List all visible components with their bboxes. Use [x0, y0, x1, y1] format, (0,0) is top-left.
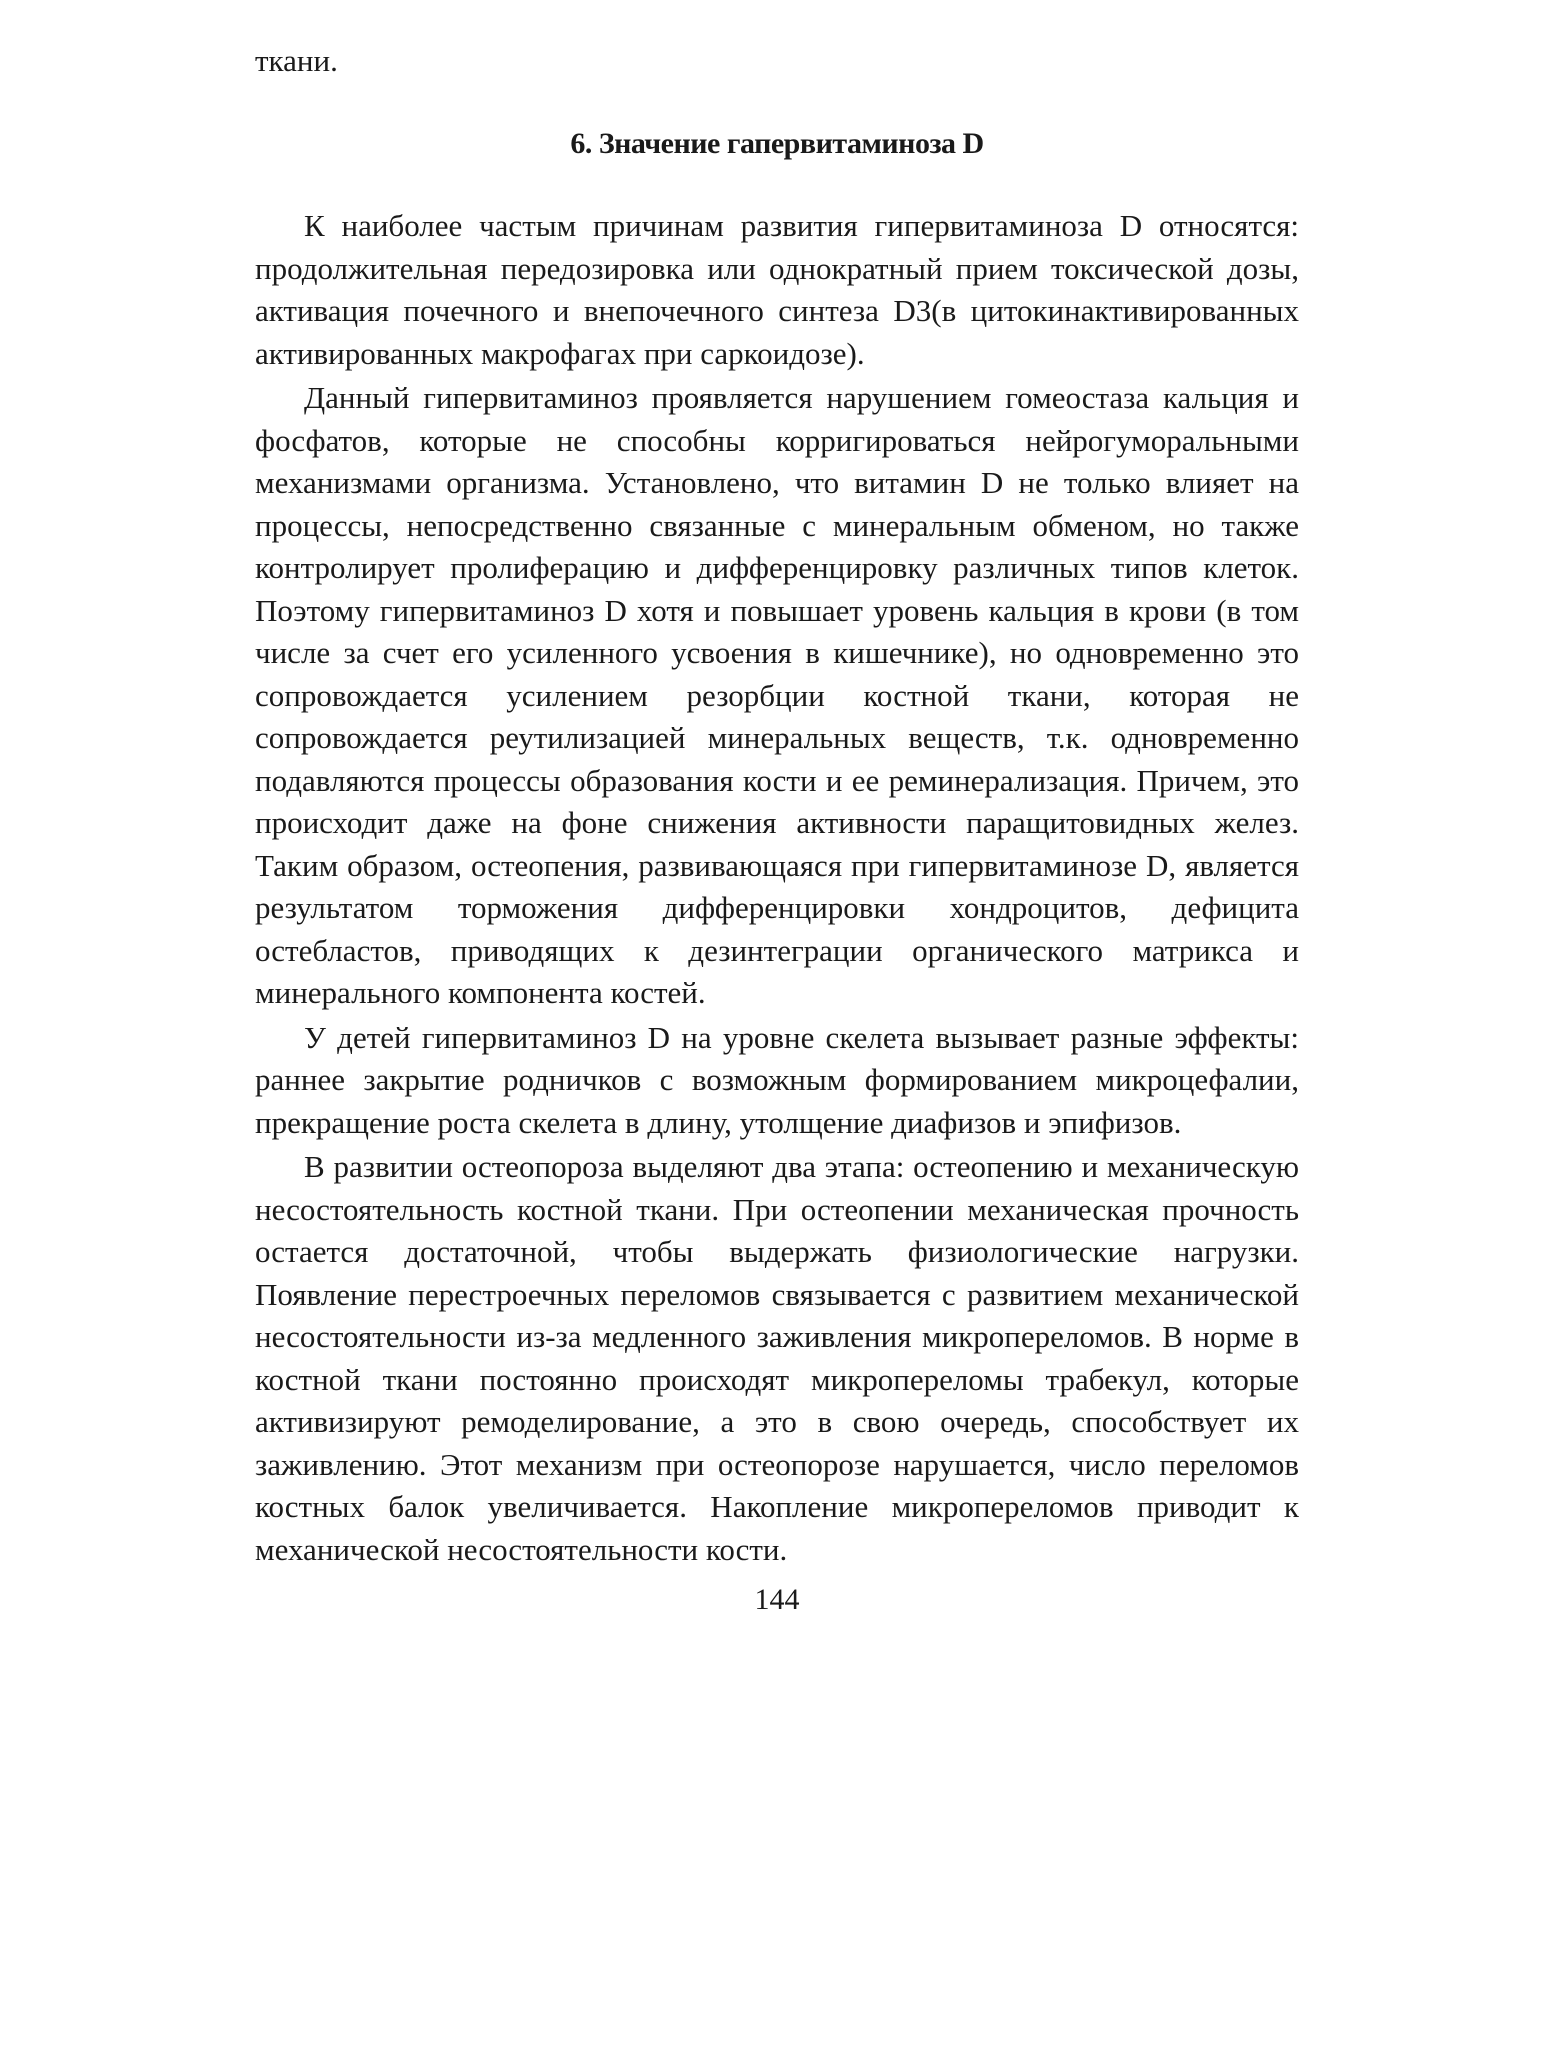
section-heading: 6. Значение гапервитаминоза D: [570, 126, 984, 160]
book-page: [255, 40, 1299, 1622]
paragraph-homeostasis: Данный гипервитаминоз проявляется нарушением гомеостаза кальция и фосфатов, которые не способны корригироваться нейрогуморальными механизмами организма. Установлено, что витамин D не только влияет на процессы, непосредственно связанные с минеральным обменом, но также контролирует пролиферацию и дифференцировку различных типов клеток. Поэтому гипервитаминоз D хотя и повышает уровень кальция в крови (в том числе за счет его усиленного усвоения в кишечнике), но одновременно это сопровождается усилением резорбции костной ткани, которая не сопровождается реутилизацией минеральных веществ, т.к. одновременно подавляются процессы образования кости и ее реминерализация. Причем, это происходит даже на фоне снижения активности паращитовидных желез. Таким образом, остеопения, развивающаяся при гипервитаминозе D, является результатом торможения дифференцировки хондроцитов, дефицита остебластов, приводящих к дезинтеграции органического матрикса и минерального компонента костей.: [255, 380, 1299, 1010]
paragraph-causes: К наиболее частым причинам развития гипервитаминоза D относятся: продолжительная передозировка или однократный прием токсической дозы, активация почечного и внепочечного синтеза D3(в цитокинактивированных активированных макрофагах при саркоидозе).: [255, 208, 1299, 371]
page-number: 144: [754, 1583, 800, 1616]
paragraph-children: У детей гипервитаминоз D на уровне скелета вызывает разные эффекты: раннее закрытие родничков с возможным формированием микроцефалии, прекращение роста скелета в длину, утолщение диафизов и эпифизов.: [255, 1019, 1299, 1140]
carryover-text: ткани.: [255, 43, 338, 78]
paragraph-osteoporosis: В развитии остеопороза выделяют два этапа: остеопению и механическую несостоятельность костной ткани. При остеопении механическая прочность остается достаточной, чтобы выдержать физиологические нагрузки. Появление перестроечных переломов связывается с развитием механической несостоятельности из-за медленного заживления микропереломов. В норме в костной ткани постоянно происходят микропереломы трабекул, которые активизируют ремоделирование, а это в свою очередь, способствует их заживлению. Этот механизм при остеопорозе нарушается, число переломов костных балок увеличивается. Накопление микропереломов приводит к механической несостоятельности кости.: [255, 1149, 1299, 1567]
